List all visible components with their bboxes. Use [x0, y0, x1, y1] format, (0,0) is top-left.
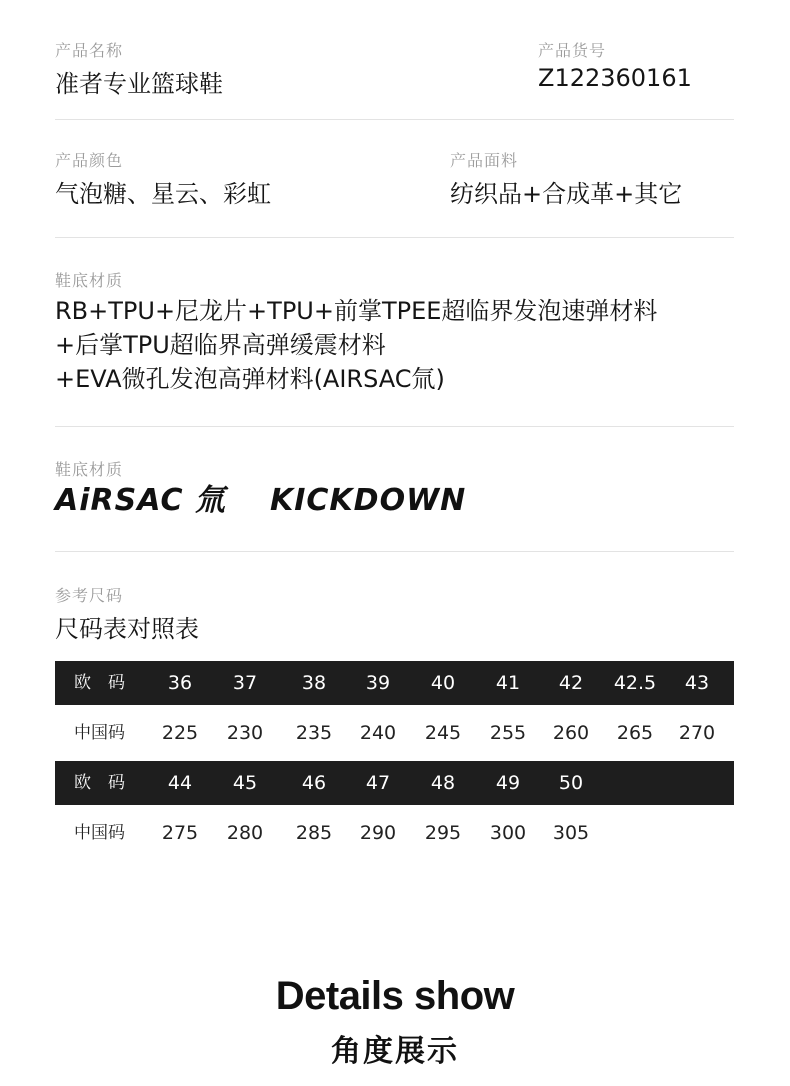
size-cell: 280 — [226, 822, 264, 844]
size-cell: 41 — [495, 672, 521, 694]
size-cell: 305 — [552, 822, 590, 844]
eu-size-label: 欧 码 — [74, 773, 125, 793]
size-cell: 49 — [495, 772, 521, 794]
size-section-label: 参考尺码 — [55, 586, 124, 605]
product-fabric-value: 纺织品+合成革+其它 — [450, 180, 683, 208]
size-cell: 270 — [678, 722, 716, 744]
size-cell: 290 — [359, 822, 397, 844]
sole-material-line-3: +EVA微孔发泡高弹材料(AIRSAC氚) — [55, 365, 445, 393]
product-color-value: 气泡糖、星云、彩虹 — [55, 180, 271, 208]
eu-size-label: 欧 码 — [74, 673, 125, 693]
size-cell: 245 — [424, 722, 462, 744]
product-sku-value: Z122360161 — [538, 64, 692, 92]
product-fabric-label: 产品面料 — [450, 151, 519, 170]
size-cell: 46 — [301, 772, 327, 794]
size-cell: 295 — [424, 822, 462, 844]
product-name-value: 准者专业篮球鞋 — [55, 70, 223, 98]
details-title: Details show — [275, 974, 515, 1018]
size-cell: 36 — [167, 672, 193, 694]
cn-size-label: 中国码 — [74, 823, 125, 843]
sole-material-label: 鞋底材质 — [55, 271, 124, 290]
size-cell: 265 — [616, 722, 654, 744]
kickdown-logo: KICKDOWN — [270, 483, 467, 518]
cn-size-row — [55, 811, 734, 855]
divider — [55, 119, 734, 120]
eu-size-row — [55, 661, 734, 705]
sole-material-line-1: RB+TPU+尼龙片+TPU+前掌TPEE超临界发泡速弹材料 — [55, 297, 658, 325]
divider — [55, 551, 734, 552]
size-cell: 39 — [365, 672, 391, 694]
product-name-label: 产品名称 — [55, 41, 124, 60]
size-cell: 38 — [301, 672, 327, 694]
size-cell: 50 — [558, 772, 584, 794]
size-cell: 43 — [684, 672, 710, 694]
cn-size-label: 中国码 — [74, 723, 125, 743]
product-sku-label: 产品货号 — [538, 41, 607, 60]
tech-label: 鞋底材质 — [55, 460, 124, 479]
divider — [55, 237, 734, 238]
size-cell: 47 — [365, 772, 391, 794]
size-cell: 255 — [489, 722, 527, 744]
size-cell: 45 — [232, 772, 258, 794]
size-cell: 225 — [161, 722, 199, 744]
size-cell: 44 — [167, 772, 193, 794]
size-cell: 42 — [558, 672, 584, 694]
size-cell: 48 — [430, 772, 456, 794]
size-cell: 285 — [295, 822, 333, 844]
size-cell: 240 — [359, 722, 397, 744]
eu-size-row — [55, 761, 734, 805]
size-cell: 230 — [226, 722, 264, 744]
details-subtitle: 角度展示 — [331, 1034, 459, 1069]
size-cell: 235 — [295, 722, 333, 744]
size-cell: 42.5 — [613, 672, 657, 694]
cn-size-row — [55, 711, 734, 755]
size-cell: 37 — [232, 672, 258, 694]
size-cell: 260 — [552, 722, 590, 744]
airsac-logo: AiRSAC 氚 — [55, 483, 226, 518]
size-chart-title: 尺码表对照表 — [55, 615, 199, 643]
divider — [55, 426, 734, 427]
size-cell: 40 — [430, 672, 456, 694]
size-cell: 275 — [161, 822, 199, 844]
size-cell: 300 — [489, 822, 527, 844]
sole-material-line-2: +后掌TPU超临界高弹缓震材料 — [55, 331, 386, 359]
product-color-label: 产品颜色 — [55, 151, 124, 170]
